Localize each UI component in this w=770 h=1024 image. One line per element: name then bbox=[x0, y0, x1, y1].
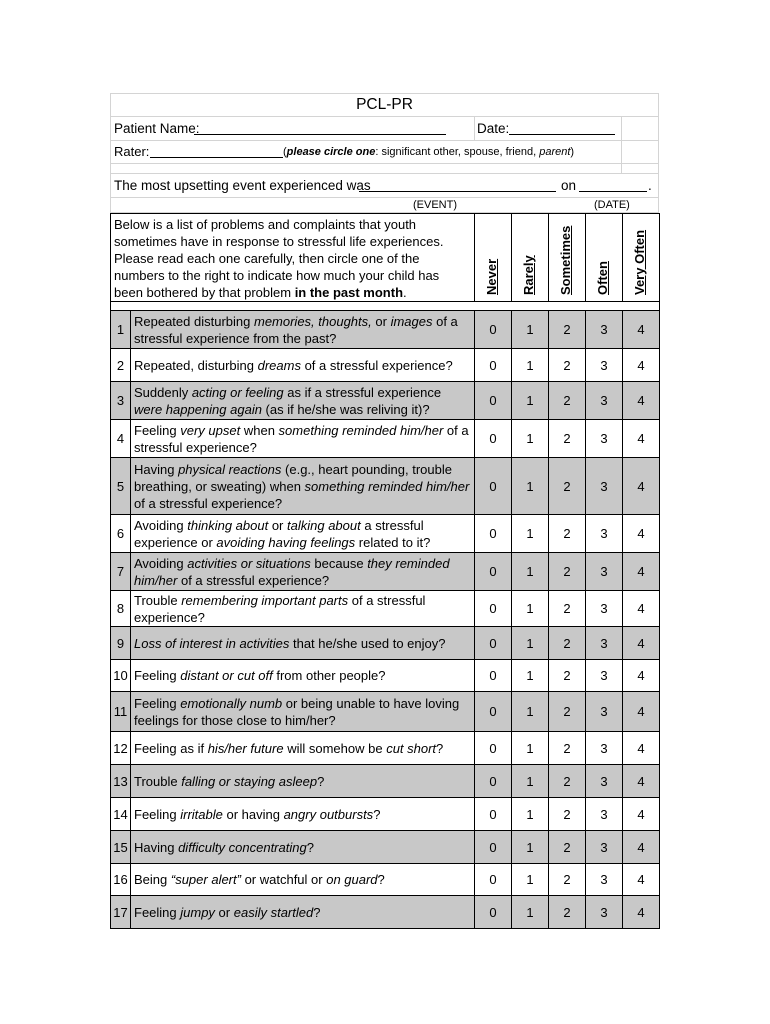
table-row bbox=[111, 591, 660, 627]
item-number: 10 bbox=[111, 660, 131, 692]
rating-option-4[interactable]: 4 bbox=[623, 349, 660, 382]
item-question: Feeling jumpy or easily startled? bbox=[131, 896, 475, 929]
rating-option-0[interactable]: 0 bbox=[475, 732, 512, 765]
item-question: Repeated, disturbing dreams of a stressful experience? bbox=[131, 349, 475, 382]
rating-option-2[interactable]: 2 bbox=[549, 553, 586, 591]
rating-option-3[interactable]: 3 bbox=[586, 798, 623, 831]
table-row bbox=[111, 349, 660, 382]
rating-option-2[interactable]: 2 bbox=[549, 896, 586, 929]
item-number: 1 bbox=[111, 311, 131, 349]
rating-option-2[interactable]: 2 bbox=[549, 515, 586, 553]
rating-option-4[interactable]: 4 bbox=[623, 591, 660, 627]
rating-option-0[interactable]: 0 bbox=[475, 591, 512, 627]
rating-option-0[interactable]: 0 bbox=[475, 864, 512, 896]
rating-option-3[interactable]: 3 bbox=[586, 311, 623, 349]
item-question: Avoiding thinking about or talking about a stressful experience or avoiding having feelings related to it? bbox=[131, 515, 475, 553]
rating-option-1[interactable]: 1 bbox=[512, 515, 549, 553]
rating-option-0[interactable]: 0 bbox=[475, 515, 512, 553]
rating-option-2[interactable]: 2 bbox=[549, 864, 586, 896]
rating-option-2[interactable]: 2 bbox=[549, 660, 586, 692]
form-title: PCL-PR bbox=[111, 94, 658, 117]
table-header-row bbox=[111, 214, 660, 302]
table-row bbox=[111, 692, 660, 732]
event-caption: (EVENT) bbox=[413, 199, 457, 211]
rating-option-3[interactable]: 3 bbox=[586, 349, 623, 382]
item-question: Having physical reactions (e.g., heart pounding, trouble breathing, or sweating) when something reminded him/her of a stressful experience? bbox=[131, 458, 475, 515]
table-row bbox=[111, 627, 660, 660]
rating-option-4[interactable]: 4 bbox=[623, 627, 660, 660]
item-number: 11 bbox=[111, 692, 131, 732]
item-question: Being “super alert” or watchful or on guard? bbox=[131, 864, 475, 896]
rating-option-4[interactable]: 4 bbox=[623, 660, 660, 692]
rating-option-0[interactable]: 0 bbox=[475, 553, 512, 591]
patient-row bbox=[111, 117, 658, 141]
rating-option-4[interactable]: 4 bbox=[623, 311, 660, 349]
rating-option-2[interactable]: 2 bbox=[549, 732, 586, 765]
item-number: 13 bbox=[111, 765, 131, 798]
item-number: 4 bbox=[111, 420, 131, 458]
rating-option-0[interactable]: 0 bbox=[475, 627, 512, 660]
event-row: The most upsetting event experienced was on . bbox=[111, 174, 658, 198]
item-question: Loss of interest in activities that he/she used to enjoy? bbox=[131, 627, 475, 660]
rating-option-3[interactable]: 3 bbox=[586, 515, 623, 553]
instructions: Below is a list of problems and complaints that youth sometimes have in response to stressful life experiences. Please read each one carefully, then circle one of the numbers to the right to indicate how much your child has been bothered by that problem in the past month. bbox=[111, 214, 475, 302]
rating-option-2[interactable]: 2 bbox=[549, 798, 586, 831]
rating-option-3[interactable]: 3 bbox=[586, 591, 623, 627]
rating-option-3[interactable]: 3 bbox=[586, 458, 623, 515]
item-question: Suddenly acting or feeling as if a stressful experience were happening again (as if he/she was reliving it)? bbox=[131, 382, 475, 420]
event-date-field[interactable] bbox=[579, 179, 647, 192]
rating-option-3[interactable]: 3 bbox=[586, 420, 623, 458]
date-label: Date: bbox=[477, 121, 510, 136]
rating-option-1[interactable]: 1 bbox=[512, 692, 549, 732]
rating-option-4[interactable]: 4 bbox=[623, 831, 660, 864]
rating-option-4[interactable]: 4 bbox=[623, 864, 660, 896]
item-question: Avoiding activities or situations because they reminded him/her of a stressful experience? bbox=[131, 553, 475, 591]
symptom-table bbox=[110, 213, 660, 929]
item-number: 5 bbox=[111, 458, 131, 515]
item-question: Trouble remembering important parts of a stressful experience? bbox=[131, 591, 475, 627]
item-number: 15 bbox=[111, 831, 131, 864]
rating-option-3[interactable]: 3 bbox=[586, 627, 623, 660]
rating-option-4[interactable]: 4 bbox=[623, 515, 660, 553]
item-number: 3 bbox=[111, 382, 131, 420]
rating-option-4[interactable]: 4 bbox=[623, 692, 660, 732]
rating-option-0[interactable]: 0 bbox=[475, 831, 512, 864]
rating-option-3[interactable]: 3 bbox=[586, 864, 623, 896]
item-question: Having difficulty concentrating? bbox=[131, 831, 475, 864]
rating-option-4[interactable]: 4 bbox=[623, 382, 660, 420]
item-number: 9 bbox=[111, 627, 131, 660]
table-row bbox=[111, 896, 660, 929]
item-number: 8 bbox=[111, 591, 131, 627]
rating-option-4[interactable]: 4 bbox=[623, 553, 660, 591]
rating-option-0[interactable]: 0 bbox=[475, 311, 512, 349]
rating-option-1[interactable]: 1 bbox=[512, 420, 549, 458]
rater-note: (please circle one: significant other, spouse, friend, parent) bbox=[283, 146, 575, 158]
table-row bbox=[111, 420, 660, 458]
item-number: 17 bbox=[111, 896, 131, 929]
rating-option-1[interactable]: 1 bbox=[512, 349, 549, 382]
rating-option-0[interactable]: 0 bbox=[475, 458, 512, 515]
rating-option-1[interactable]: 1 bbox=[512, 553, 549, 591]
rating-option-4[interactable]: 4 bbox=[623, 896, 660, 929]
pcl-pr-form bbox=[110, 93, 659, 929]
rating-option-2[interactable]: 2 bbox=[549, 692, 586, 732]
table-row bbox=[111, 831, 660, 864]
rating-option-2[interactable]: 2 bbox=[549, 591, 586, 627]
item-question: Feeling irritable or having angry outbursts? bbox=[131, 798, 475, 831]
patient-name-label: Patient Name: bbox=[114, 121, 200, 136]
rating-option-3[interactable]: 3 bbox=[586, 660, 623, 692]
rating-option-1[interactable]: 1 bbox=[512, 382, 549, 420]
rating-option-1[interactable]: 1 bbox=[512, 660, 549, 692]
rater-label: Rater: bbox=[114, 144, 150, 159]
item-number: 16 bbox=[111, 864, 131, 896]
item-number: 6 bbox=[111, 515, 131, 553]
rating-option-0[interactable]: 0 bbox=[475, 798, 512, 831]
table-row bbox=[111, 553, 660, 591]
rating-option-1[interactable]: 1 bbox=[512, 591, 549, 627]
col-never: Never bbox=[475, 214, 512, 302]
rating-option-2[interactable]: 2 bbox=[549, 349, 586, 382]
patient-name-field[interactable] bbox=[194, 122, 446, 135]
rater-row bbox=[111, 141, 658, 164]
rating-option-2[interactable]: 2 bbox=[549, 765, 586, 798]
rating-option-3[interactable]: 3 bbox=[586, 382, 623, 420]
rating-option-0[interactable]: 0 bbox=[475, 692, 512, 732]
rating-option-4[interactable]: 4 bbox=[623, 798, 660, 831]
rating-option-1[interactable]: 1 bbox=[512, 864, 549, 896]
rater-field[interactable] bbox=[150, 145, 283, 158]
rating-option-2[interactable]: 2 bbox=[549, 420, 586, 458]
rating-option-2[interactable]: 2 bbox=[549, 627, 586, 660]
col-sometimes: Sometimes bbox=[549, 214, 586, 302]
rating-option-1[interactable]: 1 bbox=[512, 798, 549, 831]
item-number: 14 bbox=[111, 798, 131, 831]
table-row bbox=[111, 515, 660, 553]
rating-option-4[interactable]: 4 bbox=[623, 765, 660, 798]
rating-option-4[interactable]: 4 bbox=[623, 458, 660, 515]
rating-option-2[interactable]: 2 bbox=[549, 831, 586, 864]
rating-option-0[interactable]: 0 bbox=[475, 349, 512, 382]
table-row bbox=[111, 864, 660, 896]
item-question: Feeling as if his/her future will somehow be cut short? bbox=[131, 732, 475, 765]
rating-option-1[interactable]: 1 bbox=[512, 627, 549, 660]
table-row bbox=[111, 458, 660, 515]
rating-option-3[interactable]: 3 bbox=[586, 831, 623, 864]
date-field[interactable] bbox=[509, 122, 615, 135]
form-header bbox=[110, 93, 659, 213]
item-number: 12 bbox=[111, 732, 131, 765]
rating-option-2[interactable]: 2 bbox=[549, 458, 586, 515]
event-field[interactable] bbox=[359, 179, 556, 192]
item-number: 7 bbox=[111, 553, 131, 591]
item-question: Feeling very upset when something reminded him/her of a stressful experience? bbox=[131, 420, 475, 458]
rating-option-3[interactable]: 3 bbox=[586, 732, 623, 765]
item-question: Feeling emotionally numb or being unable to have loving feelings for those close to him/her? bbox=[131, 692, 475, 732]
item-number: 2 bbox=[111, 349, 131, 382]
date-caption: (DATE) bbox=[594, 199, 630, 211]
item-question: Trouble falling or staying asleep? bbox=[131, 765, 475, 798]
rating-option-3[interactable]: 3 bbox=[586, 553, 623, 591]
rating-option-1[interactable]: 1 bbox=[512, 458, 549, 515]
event-on-label: on bbox=[561, 178, 577, 193]
rating-option-0[interactable]: 0 bbox=[475, 382, 512, 420]
table-row bbox=[111, 311, 660, 349]
event-prompt: The most upsetting event experienced was bbox=[114, 178, 371, 193]
rating-option-3[interactable]: 3 bbox=[586, 896, 623, 929]
rating-option-3[interactable]: 3 bbox=[586, 765, 623, 798]
rating-option-1[interactable]: 1 bbox=[512, 311, 549, 349]
rating-option-0[interactable]: 0 bbox=[475, 420, 512, 458]
rating-option-0[interactable]: 0 bbox=[475, 896, 512, 929]
col-very-often: Very Often bbox=[623, 214, 660, 302]
table-row bbox=[111, 732, 660, 765]
col-often: Often bbox=[586, 214, 623, 302]
item-question: Feeling distant or cut off from other people? bbox=[131, 660, 475, 692]
col-rarely: Rarely bbox=[512, 214, 549, 302]
table-row bbox=[111, 765, 660, 798]
rating-option-4[interactable]: 4 bbox=[623, 732, 660, 765]
rating-option-1[interactable]: 1 bbox=[512, 831, 549, 864]
rating-option-4[interactable]: 4 bbox=[623, 420, 660, 458]
event-caption-row bbox=[111, 198, 658, 213]
rating-option-1[interactable]: 1 bbox=[512, 765, 549, 798]
table-row bbox=[111, 798, 660, 831]
rating-option-1[interactable]: 1 bbox=[512, 732, 549, 765]
rating-option-1[interactable]: 1 bbox=[512, 896, 549, 929]
item-question: Repeated disturbing memories, thoughts, or images of a stressful experience from the past? bbox=[131, 311, 475, 349]
rating-option-0[interactable]: 0 bbox=[475, 660, 512, 692]
table-row bbox=[111, 660, 660, 692]
rating-option-2[interactable]: 2 bbox=[549, 311, 586, 349]
rating-option-3[interactable]: 3 bbox=[586, 692, 623, 732]
table-row bbox=[111, 382, 660, 420]
rating-option-0[interactable]: 0 bbox=[475, 765, 512, 798]
rating-option-2[interactable]: 2 bbox=[549, 382, 586, 420]
